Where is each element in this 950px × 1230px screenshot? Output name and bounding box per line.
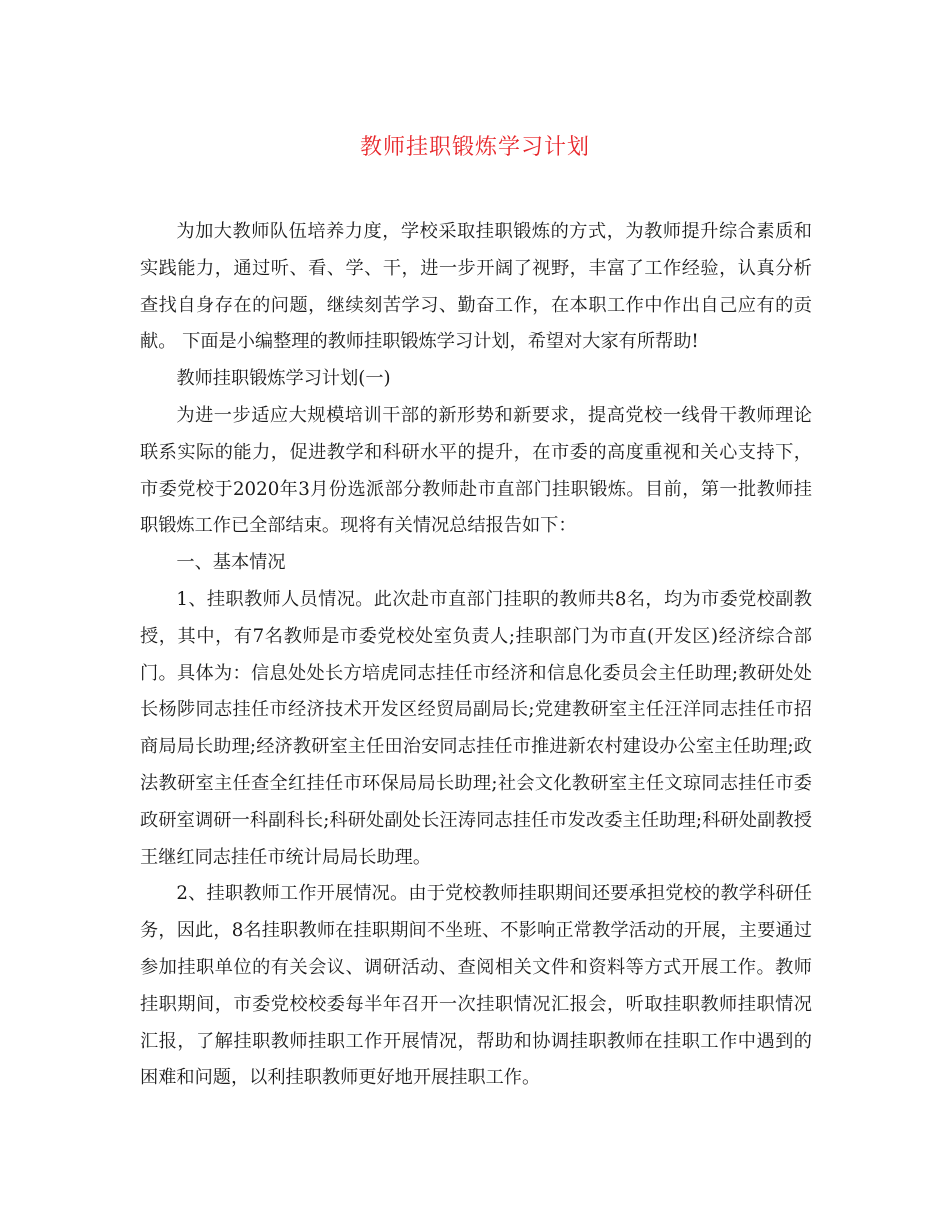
work-progress-paragraph: 2、挂职教师工作开展情况。由于党校教师挂职期间还要承担党校的教学科研任务，因此，8名挂职教师在挂职期间不坐班、不影响正常教学活动的开展，主要通过参加挂职单位的有关会议、调研活动、查阅相关文件和资料等方式开展工作。教师挂职期间，市委党校校委每半年召开一次挂职情况汇报会，听取挂职教师挂职情况汇报，了解挂职教师挂职工作开展情况，帮助和协调挂职教师在挂职工作中遇到的困难和问题，以利挂职教师更好地开展挂职工作。 bbox=[140, 883, 812, 1089]
background-paragraph: 为进一步适应大规模培训干部的新形势和新要求，提高党校一线骨干教师理论联系实际的能力，促进教学和科研水平的提升，在市委的高度重视和关心支持下，市委党校于2020年3月份选派部分教师赴市直部门挂职锻炼。目前，第一批教师挂职锻炼工作已全部结束。现将有关情况总结报告如下： bbox=[140, 404, 812, 537]
intro-paragraph: 为加大教师队伍培养力度，学校采取挂职锻炼的方式，为教师提升综合素质和实践能力，通过听、看、学、干，进一步开阔了视野，丰富了工作经验，认真分析查找自身存在的问题，继续刻苦学习、勤奋工作，在本职工作中作出自己应有的贡献。 下面是小编整理的教师挂职锻炼学习计划，希望对大家有所帮助! bbox=[140, 221, 812, 353]
staffing-paragraph: 1、挂职教师人员情况。此次赴市直部门挂职的教师共8名，均为市委党校副教授，其中，有7名教师是市委党校处室负责人;挂职部门为市直(开发区)经济综合部门。具体为：信息处处长方培虎同志挂任市经济和信息化委员会主任助理;教研处处长杨陟同志挂任市经济技术开发区经贸局副局长;党建教研室主任汪洋同志挂任市招商局局长助理;经济教研室主任田治安同志挂任市推进新农村建设办公室主任助理;政法教研室主任查全红挂任市环保局局长助理;社会文化教研室主任文琼同志挂任市委政研室调研一科副科长;科研处副处长汪涛同志挂任市发改委主任助理;科研处副教授王继红同志挂任市统计局局长助理。 bbox=[140, 588, 812, 868]
section-heading-plan-one: 教师挂职锻炼学习计划(一) bbox=[176, 368, 391, 390]
document-title: 教师挂职锻炼学习计划 bbox=[359, 135, 590, 160]
section-heading-basic-situation: 一、基本情况 bbox=[176, 552, 286, 574]
document-body bbox=[140, 214, 812, 1097]
